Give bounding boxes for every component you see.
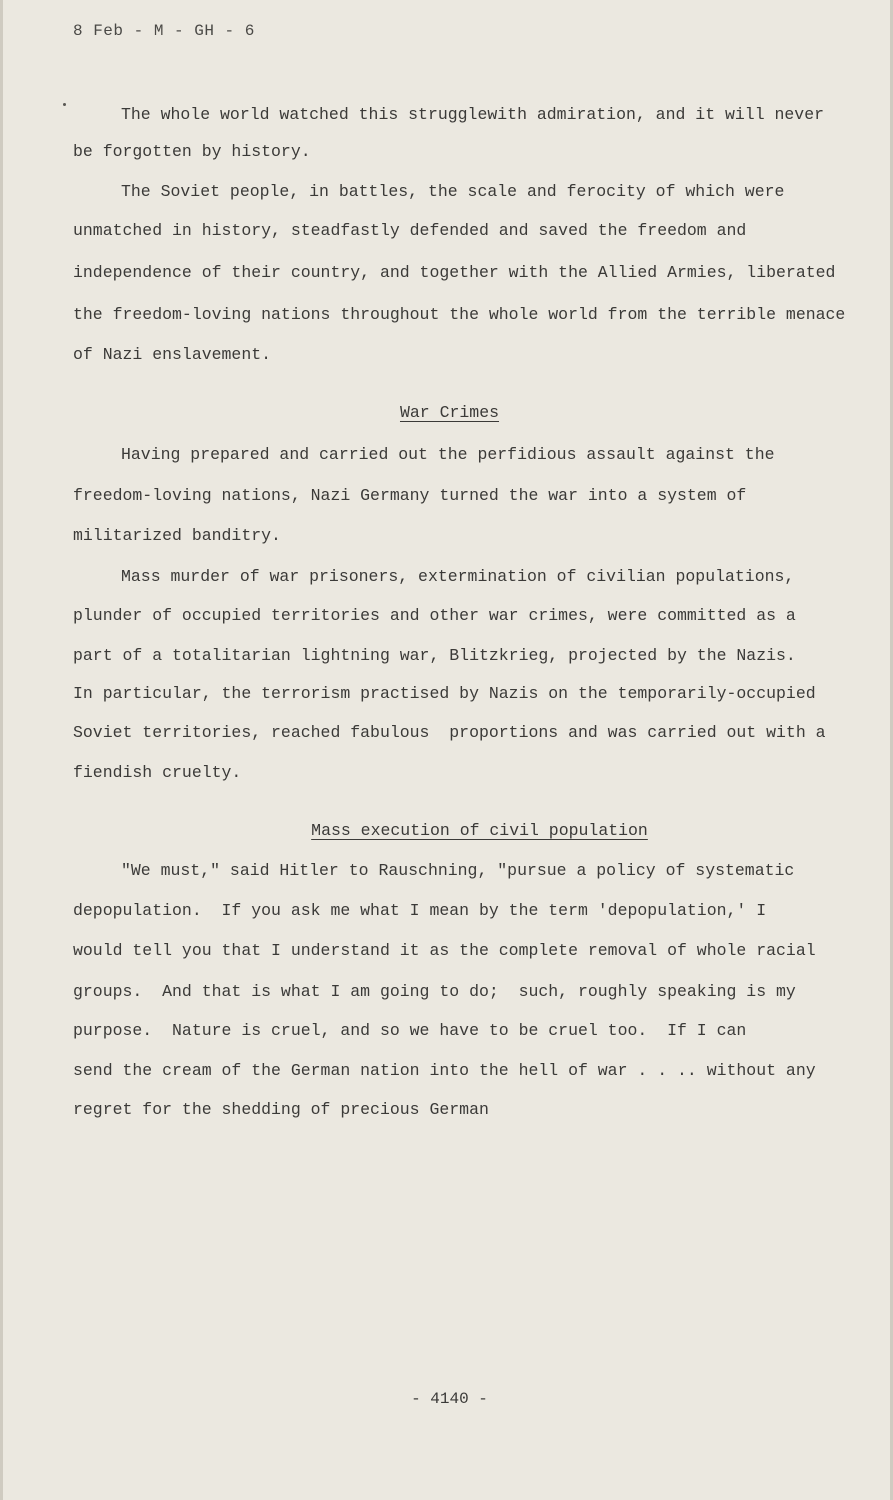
text-line: send the cream of the German nation into the hell of war . . .. without any <box>73 1061 816 1080</box>
text-line: depopulation. If you ask me what I mean by the term 'depopulation,' I <box>73 901 767 920</box>
ink-speck <box>63 103 66 106</box>
page-number: - 4140 - <box>411 1390 488 1408</box>
text-line: the freedom-loving nations throughout the whole world from the terrible menace <box>73 305 846 324</box>
page-header: 8 Feb - M - GH - 6 <box>73 22 255 40</box>
text-line: The whole world watched this strugglewith admiration, and it will never <box>121 105 825 124</box>
text-line: The Soviet people, in battles, the scale and ferocity of which were <box>121 182 785 201</box>
text-line: In particular, the terrorism practised by Nazis on the temporarily-occupied <box>73 684 816 703</box>
text-line: "We must," said Hitler to Rauschning, "pursue a policy of systematic <box>121 861 795 880</box>
text-line: purpose. Nature is cruel, and so we have to be cruel too. If I can <box>73 1021 747 1040</box>
section-heading-war-crimes: War Crimes <box>399 403 500 422</box>
text-line: fiendish cruelty. <box>73 763 242 782</box>
text-line: Soviet territories, reached fabulous proportions and was carried out with a <box>73 723 826 742</box>
text-line: part of a totalitarian lightning war, Blitzkrieg, projected by the Nazis. <box>73 646 796 665</box>
text-line: regret for the shedding of precious German <box>73 1100 489 1119</box>
text-line: freedom-loving nations, Nazi Germany turned the war into a system of <box>73 486 747 505</box>
text-line: of Nazi enslavement. <box>73 345 272 364</box>
text-line: militarized banditry. <box>73 526 281 545</box>
text-line: Mass murder of war prisoners, extermination of civilian populations, <box>121 567 795 586</box>
text-line: groups. And that is what I am going to do; such, roughly speaking is my <box>73 982 796 1001</box>
text-line: plunder of occupied territories and other war crimes, were committed as a <box>73 606 796 625</box>
text-line: unmatched in history, steadfastly defended and saved the freedom and <box>73 221 747 240</box>
section-heading-mass-execution: Mass execution of civil population <box>311 821 648 840</box>
text-line: be forgotten by history. <box>73 142 311 161</box>
text-line: Having prepared and carried out the perfidious assault against the <box>121 445 775 464</box>
text-line: independence of their country, and together with the Allied Armies, liberated <box>73 263 836 282</box>
text-line: would tell you that I understand it as the complete removal of whole racial <box>73 941 816 960</box>
